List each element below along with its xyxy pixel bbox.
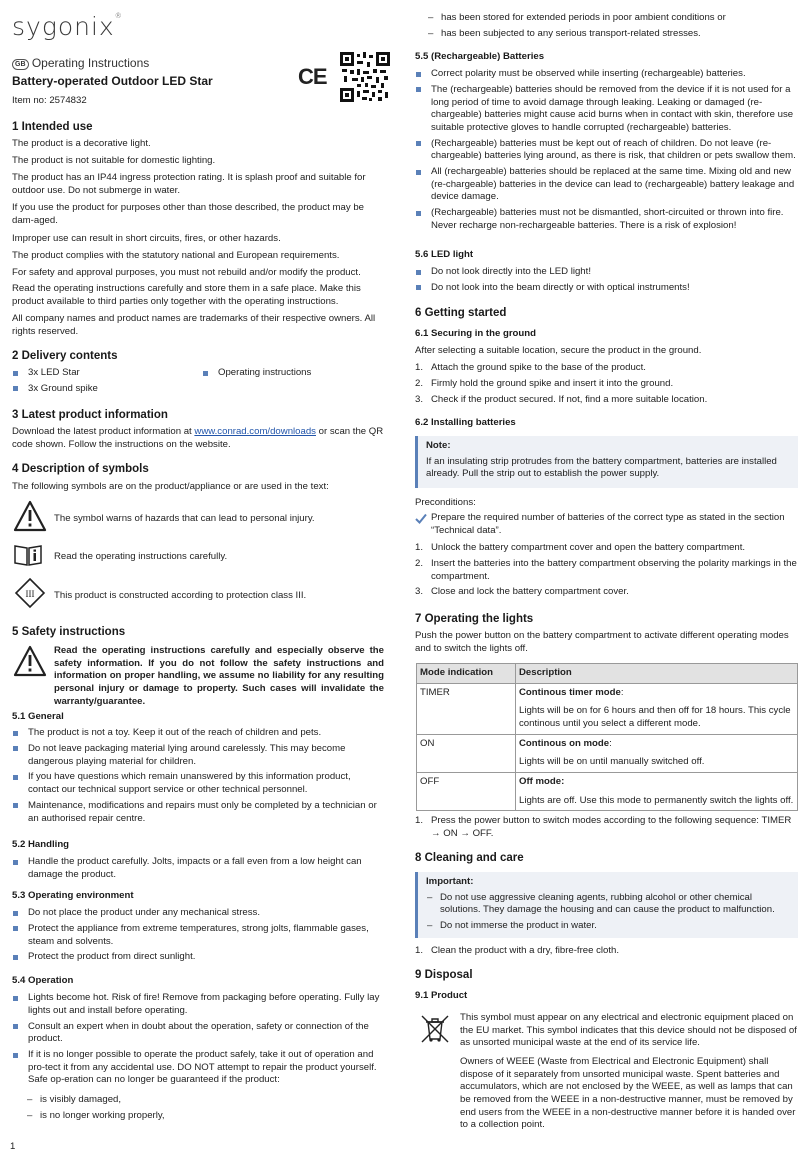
intended-use-text: For safety and approval purposes, you must not rebuild and/or modify the product. (12, 267, 361, 278)
list-item: 3. Close and lock the battery compartment cover. (415, 586, 629, 598)
list-item: 3x Ground spike (12, 383, 192, 396)
description-cell: Off mode: Lights are off. Use this mode to permanently switch the lights off. (516, 772, 798, 810)
operation-conditions (26, 1094, 384, 1126)
list-item: Protect the appliance from extreme temperatures, strong jolts, flammable gases, steam and solvents. (12, 923, 384, 948)
list-item: (Rechargeable) batteries must not be dismantled, short-circuited or thrown into fire. Never recharge non-rechargeable batteries. There is a risk of explosion! (415, 207, 798, 232)
page-number: 1 (10, 1141, 16, 1152)
list-item: The (rechargeable) batteries should be removed from the device if it is not used for a long period of time to avoid damage through leaking. Leaking or damaged (re-chargeable) batteries might cause acid burns when in contact with skin, therefore use suitable protective gloves to handle corrupted (rechargeable) batteries. (415, 84, 798, 135)
list-item: 1. Clean the product with a dry, fibre-free cloth. (415, 945, 620, 956)
table-row (417, 772, 798, 810)
intended-use-text: If you use the product for purposes other than those described, the product may be dam-aged. (12, 202, 364, 226)
list-item: 2. Firmly hold the ground spike and insert it into the ground. (415, 377, 674, 389)
list-item: All (rechargeable) batteries should be replaced at the same time. Mixing old and new (re-chargeable) batteries in the device can lead to (rechargeable) battery leakage and device damage. (415, 166, 798, 204)
list-item: – Do not use aggressive cleaning agents, rubbing alcohol or other chemical solutions. They damage the housing and can cause the product to malfunction. (426, 892, 790, 917)
list-item: (Rechargeable) batteries must be kept out of reach of children. Do not leave (re-chargeable) batteries lying around, as there is risk, that children or pets swallow them. (415, 138, 798, 163)
environment-title: 5.3 Operating environment (12, 890, 134, 901)
table-row (417, 734, 798, 772)
symbol-description: Read the operating instructions carefully. (54, 551, 228, 562)
intended-use-text: All company names and product names are trademarks of their respective owners. All rights reserved. (12, 313, 376, 337)
section-disposal-title: 9 Disposal (415, 969, 473, 981)
securing-intro: After selecting a suitable location, secure the product in the ground. (415, 345, 702, 356)
section-getting-started-title: 6 Getting started (415, 307, 507, 319)
mode-cell: ON (417, 734, 516, 772)
securing-steps (415, 362, 798, 410)
led-list (415, 266, 798, 298)
handling-title: 5.2 Handling (12, 839, 70, 850)
mode-cell: TIMER (417, 683, 516, 734)
warning-icon (13, 500, 47, 532)
list-item: If you have questions which remain unanswered by this information product, contact our technical support service or other technical personnel. (12, 771, 384, 796)
batteries-title: 5.5 (Rechargeable) Batteries (415, 51, 545, 62)
checkmark-icon (415, 513, 427, 524)
installing-steps (415, 542, 798, 602)
downloads-link[interactable]: www.conrad.com/downloads (194, 426, 316, 437)
warning-icon (13, 645, 47, 677)
list-item: Maintenance, modifications and repairs must only be completed by a technician or an authorised repair centre. (12, 800, 384, 825)
cleaning-steps (415, 945, 798, 961)
brand-logo: sygonix® (12, 12, 123, 41)
section-cleaning-title: 8 Cleaning and care (415, 852, 524, 864)
list-item: Protect the product from direct sunlight. (12, 951, 384, 964)
intended-use-text: The product is not suitable for domestic lighting. (12, 155, 216, 166)
section-intended-use-title: 1 Intended use (12, 121, 93, 133)
col-description-header: Description (516, 664, 798, 684)
section-latest-info-title: 3 Latest product information (12, 409, 168, 421)
delivery-list (12, 367, 192, 399)
list-item: Operating instructions (202, 367, 382, 380)
preconditions-label: Preconditions: (415, 497, 476, 508)
safety-warning: Read the operating instructions carefully and especially observe the safety information. If you do not follow the safety instructions and information on proper handling, we assume no liability for any resulting personal injury or damage to property. Such cases will invalidate the warranty/guarantee. (54, 645, 384, 707)
list-item: 2. Insert the batteries into the battery compartment observing the polarity markings in the compartment. (415, 557, 797, 582)
item-number: Item no: 2574832 (12, 95, 87, 106)
operation-conditions-continued (427, 12, 797, 44)
read-manual-icon (13, 543, 43, 567)
list-item: – is visibly damaged, (26, 1094, 384, 1107)
operating-intro: Push the power button on the battery compartment to activate different operating modes and to switch the lights off. (415, 630, 789, 654)
list-item: The product is not a toy. Keep it out of the reach of children and pets. (12, 727, 384, 740)
list-item: Do not look into the beam directly or with optical instruments! (415, 282, 798, 295)
section-symbols-title: 4 Description of symbols (12, 463, 149, 475)
operation-list (12, 992, 384, 1090)
intended-use-text: The product has an IP44 ingress protection rating. It is splash proof and suitable for outdoor use. Do not submerge in water. (12, 172, 366, 196)
precondition-item: Prepare the required number of batteries of the correct type as stated in the section “Technical data”. (415, 512, 798, 537)
col-mode-header: Mode indication (417, 664, 516, 684)
description-cell: Continous timer mode: Lights will be on for 6 hours and then off for 18 hours. This cycle continous until you select a different mode. (516, 683, 798, 734)
lang-badge: GB (12, 59, 29, 70)
disposal-text: Owners of WEEE (Waste from Electrical and Electronic Equipment) shall dispose of it separately from unsorted municipal waste. Spent batteries and accumulators, which are not enclosed by the WEEE, as well as lamps that can be removed from the WEEE in a non-destructive manner, must be removed by end users from the WEEE in a non-destructive manner before it is handed over to a collection point. (460, 1056, 796, 1131)
important-list (426, 892, 790, 933)
list-item: Do not look directly into the LED light! (415, 266, 798, 279)
list-item: Lights become hot. Risk of fire! Remove from packaging before operating. Fully lay lights out and install before operating. (12, 992, 384, 1017)
list-item: – has been subjected to any serious transport-related stresses. (427, 28, 797, 41)
led-title: 5.6 LED light (415, 249, 474, 260)
weee-bin-icon (419, 1013, 451, 1045)
note-box (415, 436, 798, 488)
disposal-product-title: 9.1 Product (415, 990, 468, 1001)
modes-table (416, 663, 798, 811)
operating-steps (415, 815, 798, 844)
table-header-row (417, 664, 798, 684)
securing-title: 6.1 Securing in the ground (415, 328, 536, 339)
list-item: Consult an expert when in doubt about the operation, safety or connection of the product. (12, 1021, 384, 1046)
product-title: Battery-operated Outdoor LED Star (12, 74, 213, 88)
handling-list (12, 856, 384, 885)
intended-use-text: The product complies with the statutory national and European requirements. (12, 250, 340, 261)
list-item: – has been stored for extended periods in poor ambient conditions or (427, 12, 797, 25)
symbol-description: The symbol warns of hazards that can lead to personal injury. (54, 513, 315, 524)
general-list (12, 727, 384, 828)
note-text: If an insulating strip protrudes from the battery compartment, batteries are installed already. Pull the strip out to establish the power supply. (426, 455, 777, 480)
list-item: 3x LED Star (12, 367, 192, 380)
section-safety-title: 5 Safety instructions (12, 626, 126, 638)
list-item: 1. Press the power button to switch modes according to the following sequence: TIMER → ON → OFF. (415, 815, 792, 839)
delivery-list (202, 367, 382, 383)
important-box (415, 872, 798, 938)
table-row (417, 683, 798, 734)
environment-list (12, 907, 384, 967)
ce-mark: CE (298, 64, 327, 89)
list-item: 1. Attach the ground spike to the base of the product. (415, 362, 646, 373)
note-title: Note: (426, 440, 451, 451)
latest-info-text: Download the latest product information at www.conrad.com/downloads or scan the QR code shown. Follow the instructions on the website. (12, 426, 384, 450)
list-item: If it is no longer possible to operate the product safely, take it out of operation and pro-tect it from any accidental use. DO NOT attempt to repair the product yourself. Safe op-eration can no longer be guaranteed if the product: (12, 1049, 384, 1087)
list-item: 3. Check if the product secured. If not, find a more suitable location. (415, 393, 708, 405)
general-title: 5.1 General (12, 711, 64, 722)
list-item: Do not place the product under any mechanical stress. (12, 907, 384, 920)
protection-class-3-icon (14, 577, 46, 609)
important-title: Important: (426, 876, 474, 887)
disposal-text: This symbol must appear on any electrical and electronic equipment placed on the EU market. This symbol indicates that this device should not be disposed of as unsorted municipal waste at the end of its service life. (460, 1012, 797, 1049)
mode-cell: OFF (417, 772, 516, 810)
header-subtitle: GB Operating Instructions (12, 56, 149, 72)
list-item: Correct polarity must be observed while inserting (rechargeable) batteries. (415, 68, 798, 81)
section-operating-title: 7 Operating the lights (415, 613, 534, 625)
batteries-list (415, 68, 798, 236)
description-cell: Continous on mode: Lights will be on until manually switched off. (516, 734, 798, 772)
intended-use-text: Improper use can result in short circuits, fires, or other hazards. (12, 233, 281, 244)
qr-code-icon[interactable] (340, 52, 390, 102)
intended-use-text: Read the operating instructions carefully and store them in a safe place. Make this product available to third parties only together with the operating instructions. (12, 283, 361, 307)
list-item: – Do not immerse the product in water. (426, 920, 790, 933)
section-delivery-title: 2 Delivery contents (12, 350, 118, 362)
symbol-description: This product is constructed according to protection class III. (54, 590, 307, 601)
intended-use-text: The product is a decorative light. (12, 138, 151, 149)
svg-text:III: III (25, 589, 35, 599)
list-item: Do not leave packaging material lying around carelessly. This may become dangerous playing material for children. (12, 743, 384, 768)
operation-title: 5.4 Operation (12, 975, 74, 986)
list-item: – is no longer working properly, (26, 1110, 384, 1123)
installing-batteries-title: 6.2 Installing batteries (415, 417, 516, 428)
list-item: 1. Unlock the battery compartment cover and open the battery compartment. (415, 542, 746, 553)
list-item: Handle the product carefully. Jolts, impacts or a fall even from a low height can damage the product. (12, 856, 384, 881)
symbols-intro: The following symbols are on the product/appliance or are used in the text: (12, 481, 329, 492)
